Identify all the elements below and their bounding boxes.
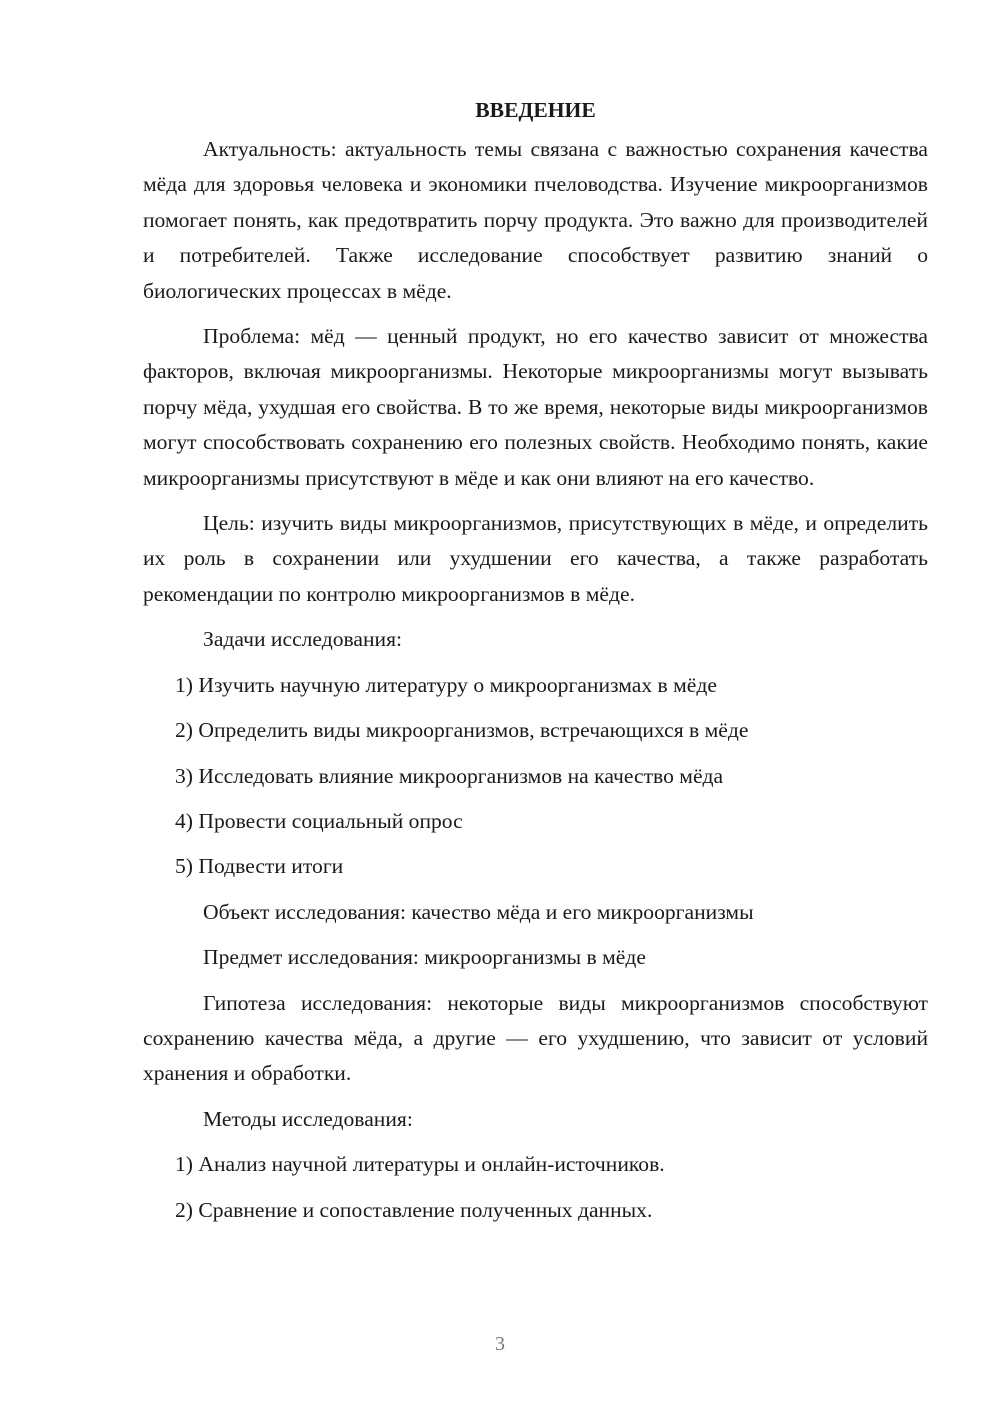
task-item: 1) Изучить научную литературу о микроорганизмах в мёде bbox=[175, 672, 717, 697]
spacer bbox=[143, 1092, 928, 1102]
spacer bbox=[143, 976, 928, 986]
spacer bbox=[143, 839, 928, 849]
spacer bbox=[143, 496, 928, 506]
method-item: 1) Анализ научной литературы и онлайн-источников. bbox=[175, 1152, 665, 1177]
task-item: 4) Провести социальный опрос bbox=[175, 808, 463, 833]
object-line: Объект исследования: качество мёда и его микроорганизмы bbox=[203, 899, 754, 924]
subject-line: Предмет исследования: микроорганизмы в мёде bbox=[203, 945, 646, 970]
spacer bbox=[143, 1183, 928, 1193]
methods-heading: Методы исследования: bbox=[203, 1106, 413, 1131]
page-title: ВВЕДЕНИЕ bbox=[475, 98, 596, 122]
task-item: 5) Подвести итоги bbox=[175, 854, 344, 879]
spacer bbox=[143, 309, 928, 319]
goal-paragraph: Цель: изучить виды микроорганизмов, присутствующих в мёде, и определить их роль в сохранении или ухудшении его качества, а также разработать рекомендации по контролю микроорганизмов в мёде. bbox=[143, 511, 928, 606]
hypothesis-paragraph: Гипотеза исследования: некоторые виды микроорганизмов способствуют сохранению качества мёда, а другие — его ухудшению, что зависит от условий хранения и обработки. bbox=[143, 990, 928, 1086]
page-number: 3 bbox=[495, 1333, 505, 1355]
problem-paragraph: Проблема: мёд — ценный продукт, но его качество зависит от множества факторов, включая микроорганизмы. Некоторые микроорганизмы могут вызывать порчу мёда, ухудшая его свойства. В то же время, некоторые виды микроорганизмов могут способствовать сохранению его полезных свойств. Необходимо понять, какие микроорганизмы присутствуют в мёде и как они влияют на его качество. bbox=[143, 324, 928, 490]
method-item: 2) Сравнение и сопоставление полученных данных. bbox=[175, 1197, 653, 1222]
spacer bbox=[143, 1137, 928, 1147]
spacer bbox=[143, 703, 928, 713]
spacer bbox=[143, 612, 928, 622]
tasks-heading: Задачи исследования: bbox=[203, 627, 403, 652]
spacer bbox=[143, 794, 928, 804]
spacer bbox=[143, 885, 928, 895]
relevance-paragraph: Актуальность: актуальность темы связана с важностью сохранения качества мёда для здоровья человека и экономики пчеловодства. Изучение микроорганизмов помогает понять, как предотвратить порчу продукта. Это важно для производителей и потребителей. Также исследование способствует развитию знаний о биологических процессах в мёде. bbox=[143, 137, 928, 303]
task-item: 2) Определить виды микроорганизмов, встречающихся в мёде bbox=[175, 718, 749, 743]
document-page bbox=[143, 92, 928, 1228]
spacer bbox=[143, 930, 928, 940]
task-item: 3) Исследовать влияние микроорганизмов на качество мёда bbox=[175, 763, 724, 788]
spacer bbox=[143, 749, 928, 759]
spacer bbox=[143, 658, 928, 668]
